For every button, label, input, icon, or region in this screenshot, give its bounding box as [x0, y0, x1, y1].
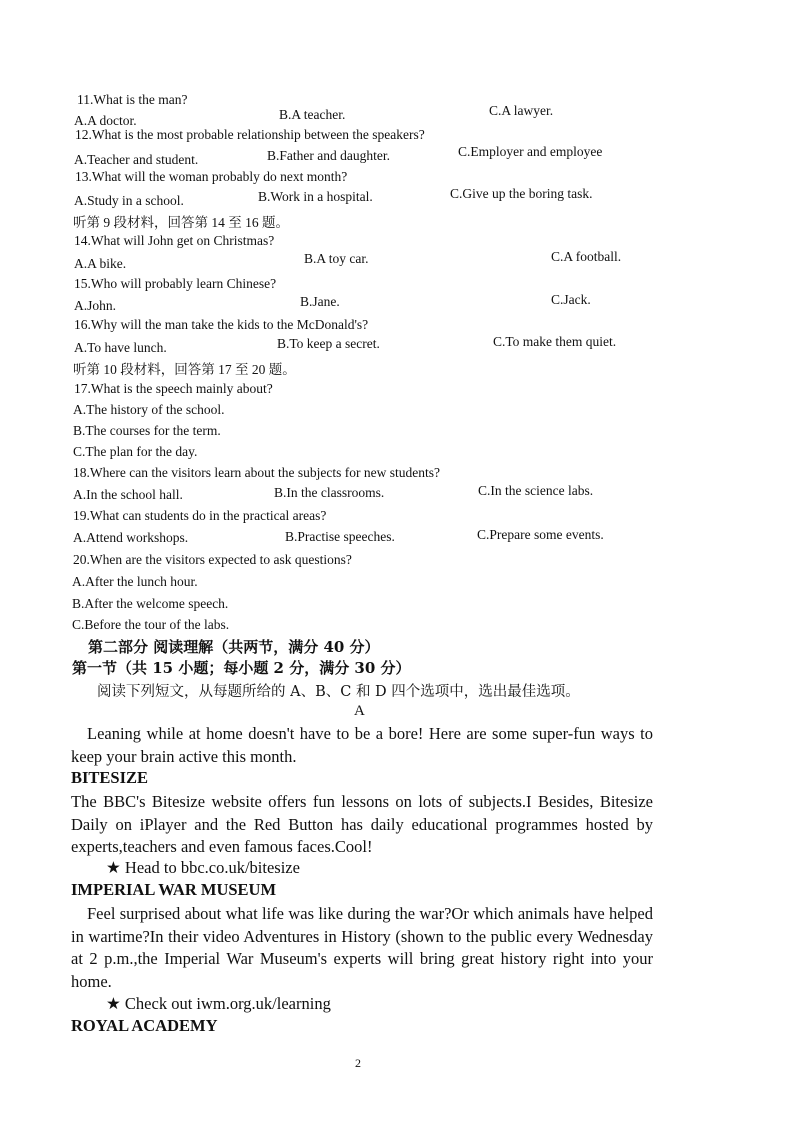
bitesize-heading: BITESIZE: [71, 768, 149, 787]
iwm-heading: IMPERIAL WAR MUSEUM: [71, 880, 277, 899]
question-19-stem: 19.What can students do in the practical areas?: [73, 508, 327, 523]
question-20-option-c: C.Before the tour of the labs.: [72, 617, 230, 632]
question-17-stem: 17.What is the speech mainly about?: [74, 381, 273, 396]
question-15-option-b: B.Jane.: [300, 294, 340, 309]
question-16-option-c: C.To make them quiet.: [493, 334, 617, 349]
reading-instruction: 阅读下列短文，从每题所给的 A、B、C 和 D 四个选项中，选出最佳选项。: [97, 684, 580, 700]
question-20-option-b: B.After the welcome speech.: [72, 596, 229, 611]
question-15-option-a: A.John.: [74, 298, 117, 313]
bitesize-link: ★ Head to bbc.co.uk/bitesize: [106, 858, 300, 877]
question-18-stem: 18.Where can the visitors learn about the subjects for new students?: [73, 465, 441, 480]
question-14-option-c: C.A football.: [551, 249, 622, 264]
question-19-option-a: A.Attend workshops.: [73, 530, 189, 545]
question-16-option-b: B.To keep a secret.: [277, 336, 380, 351]
listening-note-section-10: 听第 10 段材料，回答第 17 至 20 题。: [73, 362, 296, 377]
question-18-option-a: A.In the school hall.: [73, 487, 183, 502]
question-17-option-b: B.The courses for the term.: [73, 423, 221, 438]
question-13-option-a: A.Study in a school.: [74, 193, 184, 208]
question-19-option-b: B.Practise speeches.: [285, 529, 395, 544]
question-18-option-c: C.In the science labs.: [478, 483, 594, 498]
question-13-option-b: B.Work in a hospital.: [258, 189, 373, 204]
question-18-option-b: B.In the classrooms.: [274, 485, 385, 500]
page-number: 2: [355, 1056, 361, 1070]
question-16-option-a: A.To have lunch.: [74, 340, 167, 355]
question-13-option-c: C.Give up the boring task.: [450, 186, 593, 201]
iwm-text: Feel surprised about what life was like during the war?Or which animals have helped in wartime?In their video Adventures in History (shown to the public every Wednesday at 2 p.m.,the Imperial War Museum's experts will bring great history right into your home.: [71, 904, 653, 991]
question-12-stem: 12.What is the most probable relationship between the speakers?: [75, 127, 425, 142]
question-12-option-a: A.Teacher and student.: [74, 152, 199, 167]
passage-label: A: [354, 703, 365, 719]
question-20-stem: 20.When are the visitors expected to ask questions?: [73, 552, 352, 567]
question-11-stem: 11.What is the man?: [77, 92, 188, 107]
iwm-link: ★ Check out iwm.org.uk/learning: [106, 994, 331, 1013]
question-11-option-b: B.A teacher.: [279, 107, 346, 122]
question-15-stem: 15.Who will probably learn Chinese?: [74, 276, 277, 291]
question-19-option-c: C.Prepare some events.: [477, 527, 604, 542]
question-16-stem: 16.Why will the man take the kids to the McDonald's?: [74, 317, 369, 332]
reading-section-title: 第一节（共 15 小题；每小题 2 分，满分 30 分）: [72, 659, 411, 677]
question-17-option-c: C.The plan for the day.: [73, 444, 198, 459]
question-14-stem: 14.What will John get on Christmas?: [74, 233, 275, 248]
reading-part-title: 第二部分 阅读理解（共两节，满分 40 分）: [88, 638, 380, 656]
question-11-option-c: C.A lawyer.: [489, 103, 554, 118]
question-13-stem: 13.What will the woman probably do next month?: [75, 169, 348, 184]
question-11-option-a: A.A doctor.: [74, 113, 137, 128]
question-15-option-c: C.Jack.: [551, 292, 591, 307]
passage-intro: Leaning while at home doesn't have to be a bore! Here are some super-fun ways to keep your brain active this month.: [71, 724, 653, 766]
question-17-option-a: A.The history of the school.: [73, 402, 225, 417]
question-14-option-a: A.A bike.: [74, 256, 127, 271]
question-20-option-a: A.After the lunch hour.: [72, 574, 198, 589]
listening-note-section-9: 听第 9 段材料，回答第 14 至 16 题。: [73, 215, 289, 230]
question-12-option-c: C.Employer and employee: [458, 144, 603, 159]
question-12-option-b: B.Father and daughter.: [267, 148, 390, 163]
question-14-option-b: B.A toy car.: [304, 251, 369, 266]
bitesize-text: The BBC's Bitesize website offers fun lessons on lots of subjects.I Besides, Bitesize Daily on iPlayer and the Red Button has daily educational programmes hosted by experts,teachers and even famous faces.Cool!: [71, 792, 653, 856]
royal-academy-heading: ROYAL ACADEMY: [71, 1016, 218, 1035]
